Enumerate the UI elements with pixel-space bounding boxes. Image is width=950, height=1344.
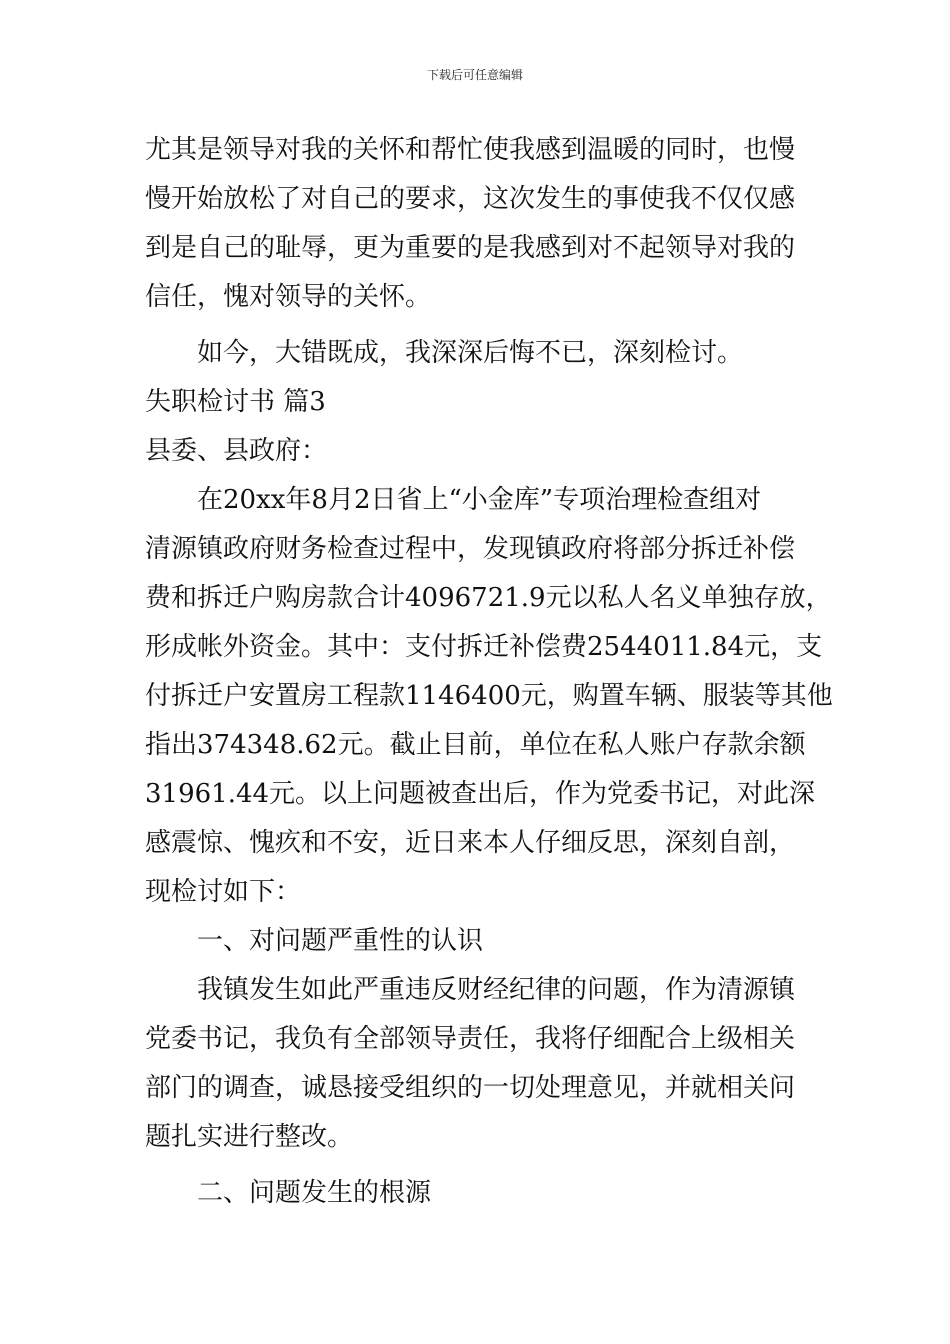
paragraph-line: 到是自己的耻辱，更为重要的是我感到对不起领导对我的 xyxy=(145,233,796,263)
paragraph-line: 费和拆迁户购房款合计4096721.9元以私人名义单独存放， xyxy=(145,583,832,613)
document-body xyxy=(145,126,833,1218)
subsection-heading: 二、问题发生的根源 xyxy=(197,1178,432,1208)
paragraph-line: 清源镇政府财务检查过程中，发现镇政府将部分拆迁补偿 xyxy=(145,534,796,564)
paragraph-line: 我镇发生如此严重违反财经纪律的问题，作为清源镇 xyxy=(197,975,796,1005)
section-title: 失职检讨书 篇3 xyxy=(145,387,326,417)
paragraph-line: 信任，愧对领导的关怀。 xyxy=(145,282,432,312)
paragraph-line: 指出374348.62元。截止目前，单位在私人账户存款余额 xyxy=(145,730,806,760)
paragraph-line: 部门的调查，诚恳接受组织的一切处理意见，并就相关问 xyxy=(145,1073,796,1103)
paragraph-line: 题扎实进行整改。 xyxy=(145,1122,354,1152)
subsection-heading: 一、对问题严重性的认识 xyxy=(197,926,484,956)
salutation: 县委、县政府： xyxy=(145,436,328,466)
paragraph-line: 慢开始放松了对自己的要求，这次发生的事使我不仅仅感 xyxy=(145,184,796,214)
paragraph-line: 党委书记，我负有全部领导责任，我将仔细配合上级相关 xyxy=(145,1024,796,1054)
paragraph-line: 形成帐外资金。其中：支付拆迁补偿费2544011.84元，支 xyxy=(145,632,823,662)
paragraph-line: 现检讨如下： xyxy=(145,877,302,907)
page-header: 下载后可任意编辑 xyxy=(426,68,523,82)
paragraph-line: 31961.44元。以上问题被查出后，作为党委书记，对此深 xyxy=(145,779,816,809)
paragraph-line: 感震惊、愧疚和不安，近日来本人仔细反思，深刻自剖， xyxy=(145,828,796,858)
paragraph-line: 在20xx年8月2日省上“小金库”专项治理检查组对 xyxy=(197,485,762,515)
paragraph-line: 如今，大错既成，我深深后悔不已，深刻检讨。 xyxy=(197,338,744,368)
paragraph-line: 付拆迁户安置房工程款1146400元，购置车辆、服装等其他 xyxy=(145,681,833,711)
paragraph-line: 尤其是领导对我的关怀和帮忙使我感到温暖的同时，也慢 xyxy=(145,135,796,165)
